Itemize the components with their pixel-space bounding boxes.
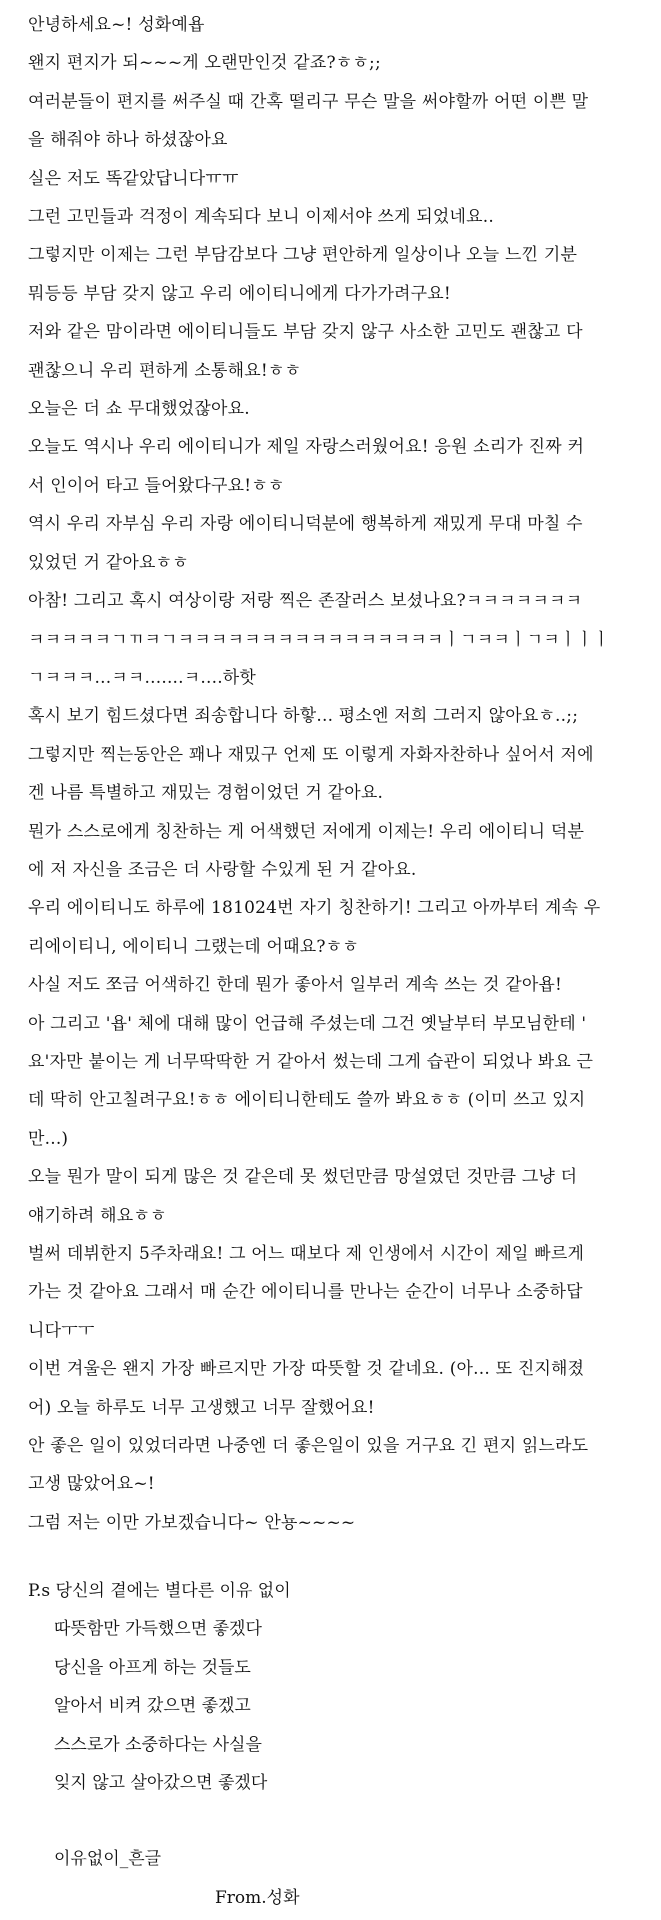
postscript-line: 당신을 아프게 하는 것들도 — [54, 1657, 251, 1678]
letter-line: 데 딱히 안고칠려구요!ㅎㅎ 에이티니한테도 쓸까 봐요ㅎㅎ (이미 쓰고 있지 — [28, 1090, 586, 1111]
postscript-tag: 이유없이_흔글 — [54, 1849, 162, 1870]
letter-line: 오늘은 더 쇼 무대했었잖아요. — [28, 399, 250, 420]
letter-line: 괜찮으니 우리 편하게 소통해요!ㅎㅎ — [28, 360, 302, 381]
postscript-block — [28, 1572, 640, 1879]
postscript-line: 잊지 않고 살아갔으면 좋겠다 — [54, 1773, 268, 1794]
letter-line: 여러분들이 편지를 써주실 때 간혹 떨리구 무슨 말을 써야할까 어떤 이쁜 말 — [28, 91, 589, 112]
letter-line: 을 해줘야 하나 하셨잖아요 — [28, 130, 228, 151]
letter-line: 요'자만 붙이는 게 너무딱딱한 거 같아서 썼는데 그게 습관이 되었나 봐요 근 — [28, 1051, 594, 1072]
letter-body — [28, 6, 640, 1542]
letter-line: 오늘 뭔가 말이 되게 많은 것 같은데 못 썼던만큼 망설였던 것만큼 그냥 더 — [28, 1167, 578, 1188]
letter-line: 왠지 편지가 되~~~게 오랜만인것 같죠?ㅎㅎ;; — [28, 53, 381, 74]
postscript-lines — [28, 1610, 640, 1802]
letter-line: 아 그리고 '욥' 체에 대해 많이 언급해 주셨는데 그건 옛날부터 부모님한테 ' — [28, 1013, 587, 1034]
letter-line: 오늘도 역시나 우리 에이티니가 제일 자랑스러웠어요! 응원 소리가 진짜 커 — [28, 437, 585, 458]
letter-line: 그런 고민들과 걱정이 계속되다 보니 이제서야 쓰게 되었네요.. — [28, 207, 494, 228]
postscript-line: 스스로가 소중하다는 사실을 — [54, 1734, 262, 1755]
letter-line: 혹시 보기 힘드셨다면 죄송합니다 하핳... 평소엔 저희 그러지 않아요ㅎ..;; — [28, 706, 579, 727]
letter-line: 그렇지만 찍는동안은 꽤나 재밌구 언제 또 이렇게 자화자찬하나 싶어서 저에 — [28, 744, 594, 765]
postscript-line: 알아서 비켜 갔으면 좋겠고 — [54, 1696, 251, 1717]
letter-line: 있었던 거 같아요ㅎㅎ — [28, 552, 189, 573]
letter-line: 뭔가 스스로에게 칭찬하는 게 어색했던 저에게 이제는! 우리 에이티니 덕분 — [28, 821, 585, 842]
letter-line: 실은 저도 똑같았답니다ㅠㅠ — [28, 168, 239, 189]
letter-line: 니다ㅜㅜ — [28, 1320, 95, 1341]
letter-line: 가는 것 같아요 그래서 매 순간 에이티니를 만나는 순간이 너무나 소중하답 — [28, 1282, 583, 1303]
postscript-line: 따뜻함만 가득했으면 좋겠다 — [54, 1619, 262, 1640]
letter-line: 저와 같은 맘이라면 에이티니들도 부담 갖지 않구 사소한 고민도 괜찮고 다 — [28, 322, 583, 343]
letter-line: ㄱㅋㅋㅋ...ㅋㅋ.......ㅋ....하핫 — [28, 667, 257, 688]
letter-line: 어) 오늘 하루도 너무 고생했고 너무 잘했어요! — [28, 1397, 375, 1418]
letter-line: 역시 우리 자부심 우리 자랑 에이티니덕분에 행복하게 재밌게 무대 마칠 수 — [28, 514, 583, 535]
letter-line: 사실 저도 쪼금 어색하긴 한데 뭔가 좋아서 일부러 계속 쓰는 것 같아욥! — [28, 975, 563, 996]
letter-line: 안녕하세요~! 성화예욥 — [28, 15, 205, 35]
letter-line: 만...) — [28, 1128, 69, 1149]
letter-line: 그럼 저는 이만 가보겠습니다~ 안뇽~~~~ — [28, 1512, 356, 1533]
letter-line: 이번 겨울은 왠지 가장 빠르지만 가장 따뜻할 것 같네요. (아... 또 진지해졌 — [28, 1359, 585, 1380]
signature: From.성화 — [215, 1888, 300, 1908]
letter-line: 우리 에이티니도 하루에 181024번 자기 칭찬하기! 그리고 아까부터 계속 우 — [28, 898, 601, 919]
letter-line: 그렇지만 이제는 그런 부담감보다 그냥 편안하게 일상이나 오늘 느낀 기분 — [28, 245, 578, 266]
letter-line: 서 인이어 타고 들어왔다구요!ㅎㅎ — [28, 475, 285, 496]
letter-line: 뭐등등 부담 갖지 않고 우리 에이티니에게 다가가려구요! — [28, 283, 451, 304]
letter-line: 벌써 데뷔한지 5주차래요! 그 어느 때보다 제 인생에서 시간이 제일 빠르게 — [28, 1244, 585, 1264]
letter-line: 겐 나름 특별하고 재밌는 경험이었던 거 같아요. — [28, 783, 384, 804]
letter-line: 안 좋은 일이 있었더라면 나중엔 더 좋은일이 있을 거구요 긴 편지 읽느라도 — [28, 1436, 589, 1457]
letter-line: 아참! 그리고 혹시 여상이랑 저랑 찍은 존잘러스 보셨나요?ㅋㅋㅋㅋㅋㅋㅋ — [28, 591, 583, 612]
letter-line: ㅋㅋㅋㅋㅋㄱㄲㅋㄱㅋㅋㅋㅋㅋㅋㅋㅋㅋㅋㅋㅋㅋㅋㅋㅋㅣㄱㅋㅋㅣㄱㅋㅣㅣㅣ — [28, 629, 610, 650]
letter-line: 고생 많았어요~! — [28, 1474, 155, 1495]
postscript-first-line: P.s 당신의 곁에는 별다른 이유 없이 — [28, 1581, 291, 1601]
letter-line: 에 저 자신을 조금은 더 사랑할 수있게 된 거 같아요. — [28, 859, 417, 880]
letter-line: 얘기하려 해요ㅎㅎ — [28, 1205, 167, 1226]
letter-line: 리에이티니, 에이티니 그랬는데 어때요?ㅎㅎ — [28, 936, 359, 957]
spacer — [28, 1802, 640, 1840]
